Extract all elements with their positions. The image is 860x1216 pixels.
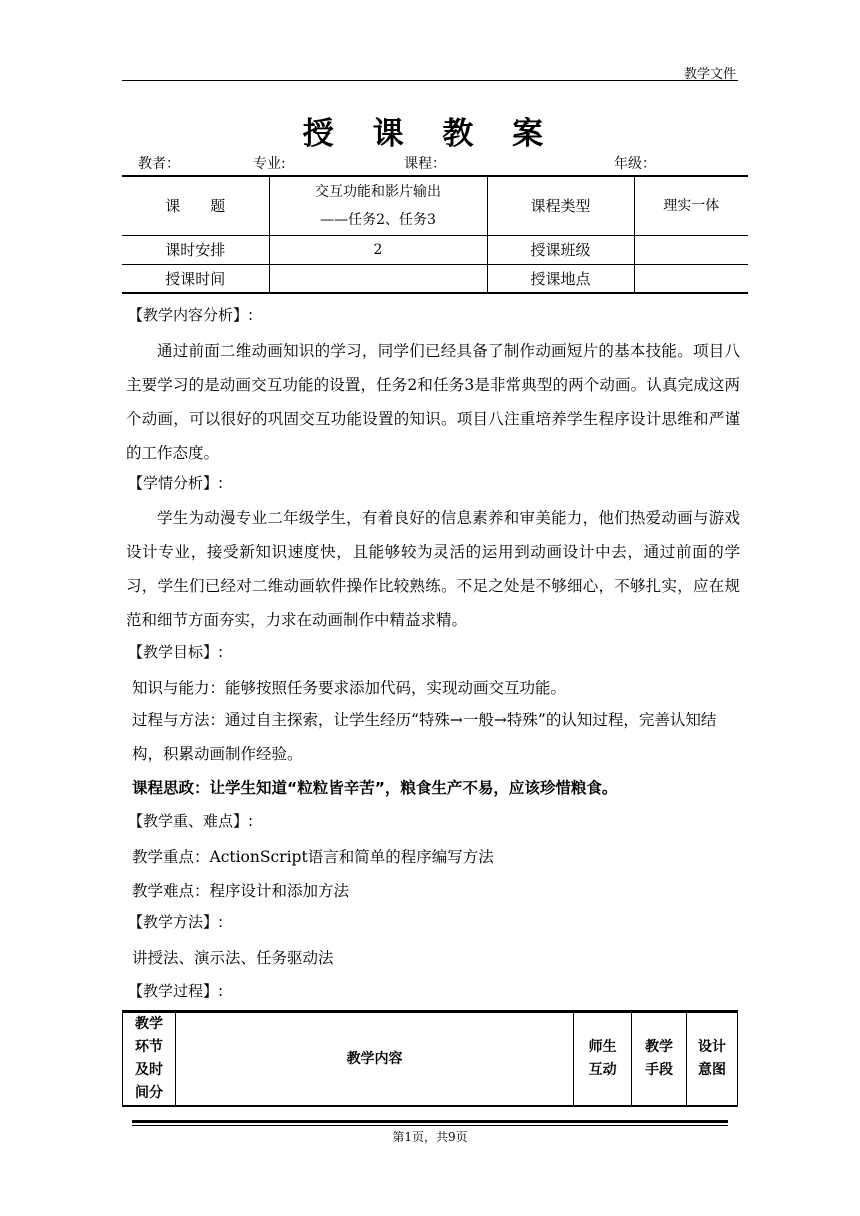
time-value [269,264,487,293]
goal-knowledge: 知识与能力：能够按照任务要求添加代码，实现动画交互功能。 [132,679,567,697]
time-label: 授课时间 [122,264,269,293]
stage-header-line: 教学 [134,1016,163,1032]
process-col-intent [687,1012,738,1107]
process-col-stage [123,1012,176,1107]
hours-value: 2 [269,235,487,264]
process-col-interaction [574,1012,632,1107]
intent-header-line: 意图 [698,1062,727,1078]
course-label: 课程： [404,156,446,172]
student-analysis-heading: 【学情分析】: [128,474,224,492]
place-value [634,264,748,293]
process-col-content: 教学内容 [175,1012,573,1107]
topic-line-1: 交互功能和影片输出 [315,183,441,200]
header-doc-type: 教学文件 [683,67,736,82]
class-value [634,235,748,264]
interaction-header-line: 师生 [588,1039,617,1055]
topic-value [269,176,487,235]
major-label: 专业: [253,156,286,172]
content-analysis-text: 通过前面二维动画知识的学习，同学们已经具备了制作动画短片的基本技能。项目八主要学习的是动画交互功能的设置，任务2和任务3是非常典型的两个动画。认真完成这两个动画，可以很好的巩固交互功能设置的知识。项目八注重培养学生程序设计思维和严谨的工作态度。 [126,342,740,462]
teaching-process-heading: 【教学过程】: [128,982,224,1000]
teacher-label: 教者： [138,156,180,172]
header-rule [122,80,738,81]
means-header-line: 手段 [645,1062,674,1078]
place-label: 授课地点 [487,264,634,293]
page-number: 第1页，共9页 [392,1130,468,1144]
student-analysis-text: 学生为动漫专业二年级学生，有着良好的信息素养和审美能力，他们热爱动画与游戏设计专业，接受新知识速度快，且能够较为灵活的运用到动画设计中去，通过前面的学习，学生们已经对二维动画软件操作比较熟练。不足之处是不够细心，不够扎实，应在规范和细节方面夯实，力求在动画制作中精益求精。 [126,509,740,629]
hours-label: 课时安排 [122,235,269,264]
goal-ideology: 课程思政：让学生知道“粒粒皆辛苦”，粮食生产不易，应该珍惜粮食。 [132,779,618,797]
process-col-means [632,1012,687,1107]
stage-header-line: 环节 [134,1039,163,1055]
teaching-methods-text: 讲授法、演示法、任务驱动法 [132,949,334,967]
stage-header-line: 及时 [134,1062,163,1078]
grade-label: 年级： [614,156,656,172]
teaching-goals-heading: 【教学目标】: [128,643,224,661]
content-analysis-heading: 【教学内容分析】: [128,306,254,324]
course-info-table [122,175,748,294]
topic-line-2: ——任务2、任务3 [320,211,436,228]
intent-header-line: 设计 [698,1039,727,1055]
topic-label: 课 题 [122,176,269,235]
means-header-line: 教学 [645,1039,674,1055]
footer-rule-thick [132,1120,728,1123]
page-title: 授 课 教 案 [302,116,558,152]
teaching-process-table [122,1010,738,1107]
teaching-methods-heading: 【教学方法】: [128,913,224,931]
course-type-label: 课程类型 [487,176,634,235]
key-point: 教学重点：ActionScript语言和简单的程序编写方法 [132,848,494,866]
interaction-header-line: 互动 [588,1062,617,1078]
difficult-point: 教学难点：程序设计和添加方法 [132,882,350,900]
class-label: 授课班级 [487,235,634,264]
course-type-value: 理实一体 [634,176,748,235]
goal-process: 过程与方法：通过自主探索，让学生经历“特殊→一般→特殊”的认知过程，完善认知结构，积累动画制作经验。 [132,711,717,763]
key-points-heading: 【教学重、难点】: [128,812,254,830]
footer-rule-thin [132,1125,728,1126]
stage-header-line: 间分 [134,1085,163,1101]
